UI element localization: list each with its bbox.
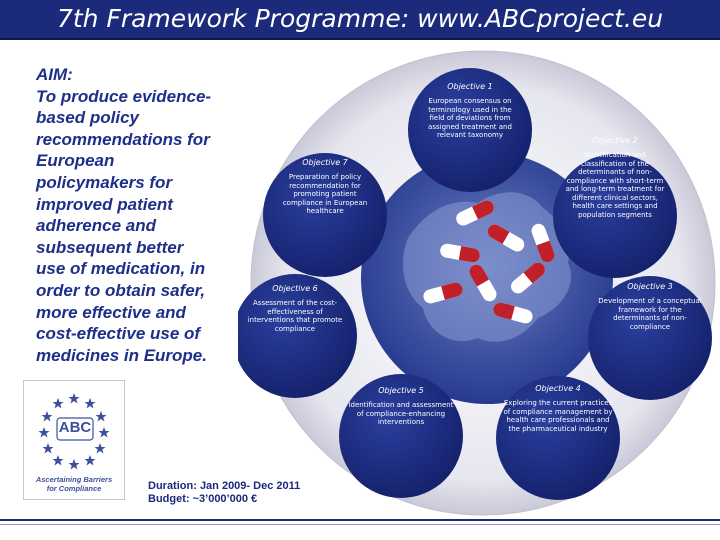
aim-line: adherence and [36,216,156,236]
logo-caption [26,475,122,493]
aim-statement [36,64,226,366]
aim-line: subsequent better [36,237,184,257]
objective-text: Identification and assessment of compliance-enhancing interventions [348,401,454,426]
footer-divider-thin [0,524,720,525]
aim-line: medicines in Europe. [36,345,207,365]
aim-line: AIM: [36,65,73,84]
objective-title: Objective 6 [272,284,318,293]
footer-divider [0,519,720,521]
duration-text: Duration: Jan 2009- Dec 2011 [148,480,301,492]
objective-text: European consensus on terminology used in the field of deviations from assigned treatment and relevant taxonomy [428,97,512,139]
objective-text: Assessment of the cost-effectiveness of interventions that promote compliance [247,299,343,333]
objective-title: Objective 2 [592,136,638,145]
aim-line: recommendations for [36,129,210,149]
page-title: 7th Framework Programme: www.ABCproject.eu [56,4,664,33]
budget-text: Budget: ~3’000’000 € [148,493,258,505]
objective-text: Preparation of policy recommendation for promoting patient compliance in European healthcare [282,173,368,215]
objective-5 [348,386,454,427]
logo-caption-line: for Compliance [46,484,102,493]
objective-2 [562,136,668,219]
objective-title: Objective 5 [378,386,424,395]
objective-6 [244,284,346,333]
header-bar [0,0,720,40]
objective-title: Objective 3 [627,282,673,291]
aim-line: policymakers for [36,172,173,192]
aim-line: based policy [36,108,139,128]
aim-line: To produce evidence- [36,86,212,106]
aim-line: use of medication, in [36,259,206,279]
aim-line: more effective and [36,302,186,322]
objective-1 [420,82,520,140]
aim-line: order to obtain safer, [36,280,206,300]
aim-line: cost-effective use of [36,324,201,344]
logo-caption-line: Ascertaining Barriers [35,475,113,484]
objective-title: Objective 1 [447,82,493,91]
objective-title: Objective 7 [302,158,348,167]
objective-4 [500,384,616,433]
objective-text: Identification and classification of the determinants of non-compliance with short-term and long-term treatment for different clinical sectors, health care settings and population segments [565,151,665,219]
objective-text: Exploring the current practices of compliance management by health care professionals and the pharmaceutical industry [503,399,613,433]
objective-title: Objective 4 [535,384,581,393]
objective-text: Development of a conceptual framework for the determinants of non-compliance [598,297,702,331]
objective-3 [598,282,702,331]
abc-logo [23,380,125,500]
aim-line: improved patient [36,194,173,214]
objectives-diagram [238,38,720,518]
aim-line: European [36,151,115,171]
logo-abbr: ABC [58,419,92,436]
objective-7 [276,158,374,216]
